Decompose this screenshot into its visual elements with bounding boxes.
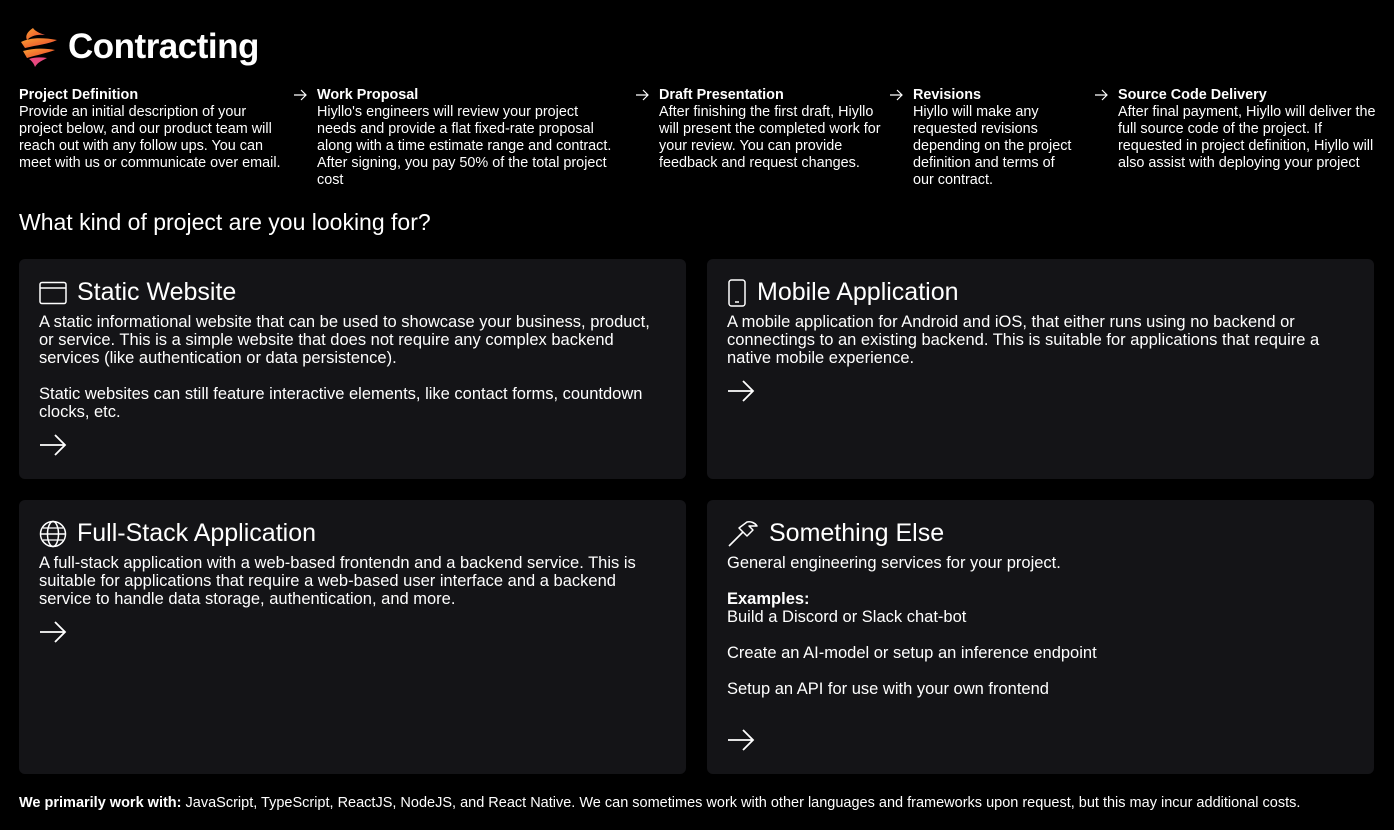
card-static-website[interactable] (19, 259, 686, 479)
step-text: Provide an initial description of your project below, and our product team will reach out with any follow ups. You can meet with us or communicate over email. (19, 104, 281, 171)
mobile-phone-icon (727, 279, 747, 307)
page-header (19, 26, 259, 68)
hiyllo-logo-icon (19, 26, 59, 68)
card-title-row (727, 278, 959, 307)
step-source-code-delivery (1118, 87, 1378, 172)
tech-stack-text: JavaScript, TypeScript, ReactJS, NodeJS, and React Native. We can sometimes work with other languages and frameworks upon request, but this may incur additional costs. (181, 795, 1301, 811)
step-title: Draft Presentation (659, 87, 784, 103)
arrow-right-icon (635, 88, 649, 102)
step-title: Project Definition (19, 87, 139, 103)
arrow-right-icon (293, 88, 307, 102)
step-text: After finishing the first draft, Hiyllo will present the completed work for your review. You can provide feedback and request changes. (659, 104, 881, 171)
process-steps (0, 87, 1394, 197)
arrow-right-icon (1094, 88, 1108, 102)
page-title: Contracting (68, 27, 259, 66)
step-title: Revisions (913, 87, 981, 103)
arrow-right-icon[interactable] (727, 379, 755, 403)
step-draft-presentation (659, 87, 883, 172)
globe-icon (39, 520, 67, 548)
tech-stack-note (19, 795, 1300, 811)
card-title: Static Website (77, 278, 237, 306)
step-work-proposal (317, 87, 617, 189)
arrow-right-icon (889, 88, 903, 102)
card-title: Mobile Application (757, 278, 959, 306)
tech-stack-label: We primarily work with: (19, 795, 182, 811)
example-item: Create an AI-model or setup an inference endpoint (727, 644, 1097, 662)
card-description (727, 313, 1347, 367)
step-project-definition (19, 87, 287, 172)
example-item: Build a Discord or Slack chat-bot (727, 608, 967, 626)
card-paragraph: Static websites can still feature interactive elements, like contact forms, countdown clocks, etc. (39, 385, 643, 421)
card-title: Full-Stack Application (77, 519, 317, 547)
hammer-icon (727, 520, 759, 548)
card-description (727, 554, 1347, 698)
arrow-right-icon[interactable] (39, 433, 67, 457)
step-revisions (913, 87, 1073, 189)
card-something-else[interactable] (707, 500, 1374, 774)
arrow-right-icon[interactable] (39, 620, 67, 644)
card-paragraph: A static informational website that can be used to showcase your business, product, or service. This is a simple website that does not require any complex backend services (like authentication or data persistence). (39, 313, 650, 367)
step-text: After final payment, Hiyllo will deliver the full source code of the project. If requested in project definition, Hiyllo will also assist with deploying your project (1118, 104, 1376, 171)
arrow-right-icon[interactable] (727, 728, 755, 752)
step-title: Work Proposal (317, 87, 419, 103)
card-full-stack-application[interactable] (19, 500, 686, 774)
card-title: Something Else (769, 519, 945, 547)
card-description (39, 554, 669, 608)
card-description (39, 313, 669, 421)
step-title: Source Code Delivery (1118, 87, 1267, 103)
card-mobile-application[interactable] (707, 259, 1374, 479)
card-paragraph: General engineering services for your project. (727, 554, 1061, 572)
card-title-row (39, 278, 236, 307)
card-title-row (727, 519, 944, 548)
step-text: Hiyllo will make any requested revisions depending on the project definition and terms of our contract. (913, 104, 1072, 188)
project-type-question: What kind of project are you looking for? (19, 209, 431, 235)
step-text: Hiyllo's engineers will review your project needs and provide a flat fixed-rate proposal along with a time estimate range and contract. After signing, you pay 50% of the total project cost (317, 104, 612, 188)
card-paragraph: A full-stack application with a web-based frontendn and a backend service. This is suitable for applications that require a web-based user interface and a backend service to handle data storage, authentication, and more. (39, 554, 636, 608)
card-title-row (39, 519, 316, 548)
card-paragraph: A mobile application for Android and iOS, that either runs using no backend or connectings to an existing backend. This is suitable for applications that require a native mobile experience. (727, 313, 1320, 367)
examples-label: Examples: (727, 590, 810, 608)
example-item: Setup an API for use with your own frontend (727, 680, 1049, 698)
browser-window-icon (39, 281, 67, 305)
